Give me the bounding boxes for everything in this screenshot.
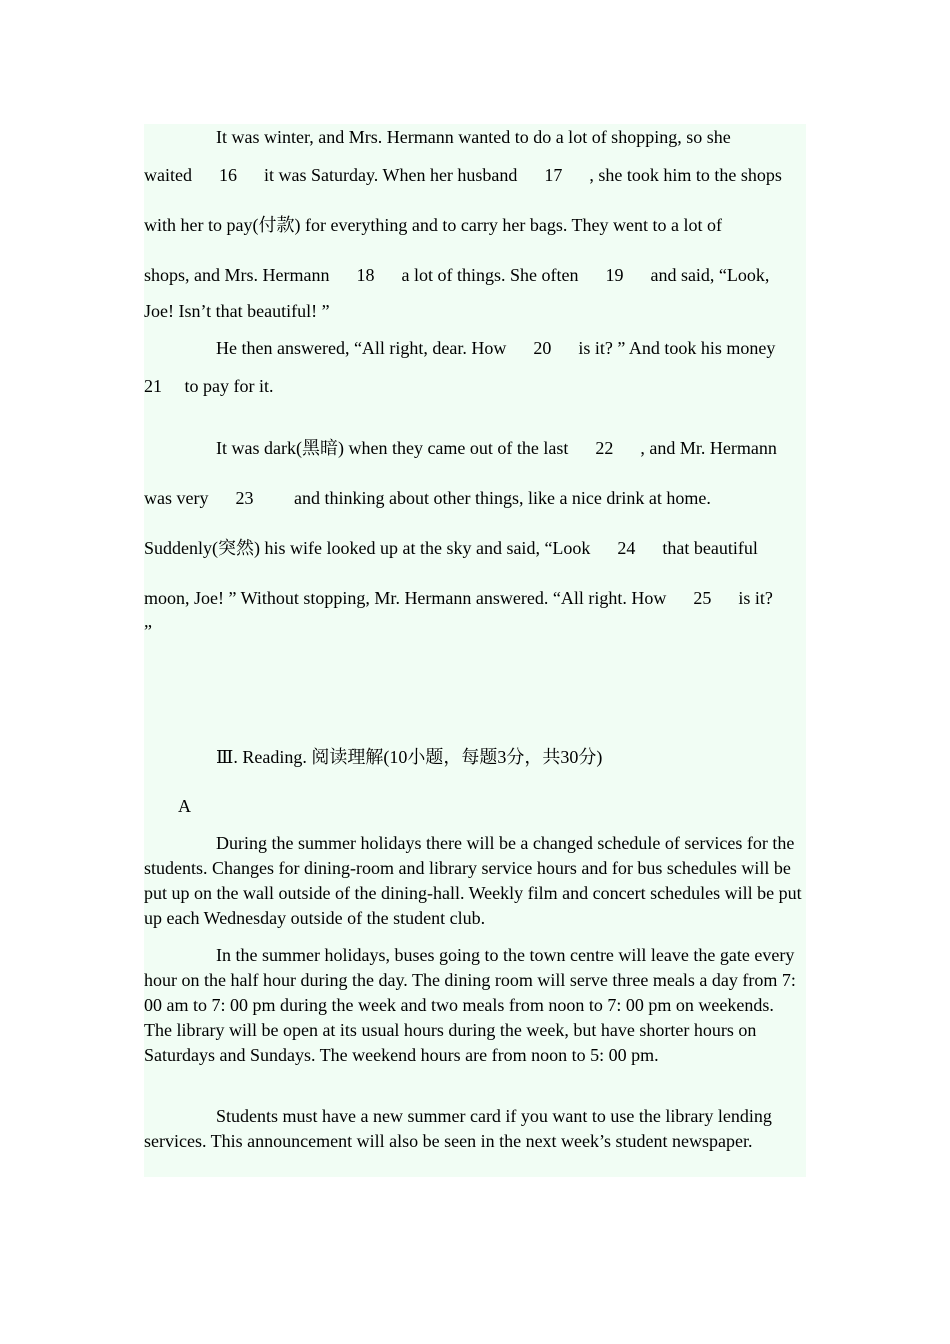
section-heading: Ⅲ. Reading. 阅读理解(10小题，每题3分，共30分): [216, 747, 603, 767]
reading-paragraph-3-text: Students must have a new summer card if you want to use the library lending services. This announcement will also be seen in the next week’s student newspaper.: [144, 1106, 772, 1151]
cloze-line-1: It was winter, and Mrs. Hermann wanted to do a lot of shopping, so she: [216, 127, 731, 147]
reading-paragraph-2-text: In the summer holidays, buses going to the town centre will leave the gate every hour on the half hour during the day. The dining room will serve three meals a day from 7: 00 am to 7: 00 pm during the week and two meals from noon to 7: 00 pm on weekends. The library will be open at its usual hours during the week, but have shorter hours on Saturdays and Sundays. The weekend hours are from noon to 5: 00 pm.: [144, 945, 796, 1065]
cloze-line-8: It was dark(黑暗) when they came out of the last 22 , and Mr. Hermann: [216, 438, 777, 458]
reading-paragraph-3: [144, 1104, 806, 1154]
cloze-line-10: Suddenly(突然) his wife looked up at the sky and said, “Look 24 that beautiful: [144, 538, 758, 558]
cloze-line-5: Joe! Isn’t that beautiful! ”: [144, 301, 330, 321]
reading-paragraph-1-text: During the summer holidays there will be a changed schedule of services for the students. Changes for dining-room and library service hours and for bus schedules will be put up on the wall outside of the dining-hall. Weekly film and concert schedules will be put up each Wednesday outside of the student club.: [144, 833, 802, 928]
cloze-line-3: with her to pay(付款) for everything and to carry her bags. They went to a lot of: [144, 215, 722, 235]
cloze-line-2: waited 16 it was Saturday. When her husband 17 , she took him to the shops: [144, 165, 782, 185]
part-label: A: [178, 796, 191, 816]
cloze-line-7: 21 to pay for it.: [144, 376, 274, 396]
cloze-line-12: ”: [144, 621, 152, 641]
cloze-line-9: was very 23 and thinking about other things, like a nice drink at home.: [144, 488, 711, 508]
reading-paragraph-2: [144, 943, 806, 1068]
reading-paragraph-1: [144, 831, 806, 931]
cloze-line-11: moon, Joe! ” Without stopping, Mr. Hermann answered. “All right. How 25 is it?: [144, 588, 773, 608]
cloze-line-6: He then answered, “All right, dear. How 20 is it? ” And took his money: [216, 338, 776, 358]
cloze-line-4: shops, and Mrs. Hermann 18 a lot of things. She often 19 and said, “Look,: [144, 265, 770, 285]
